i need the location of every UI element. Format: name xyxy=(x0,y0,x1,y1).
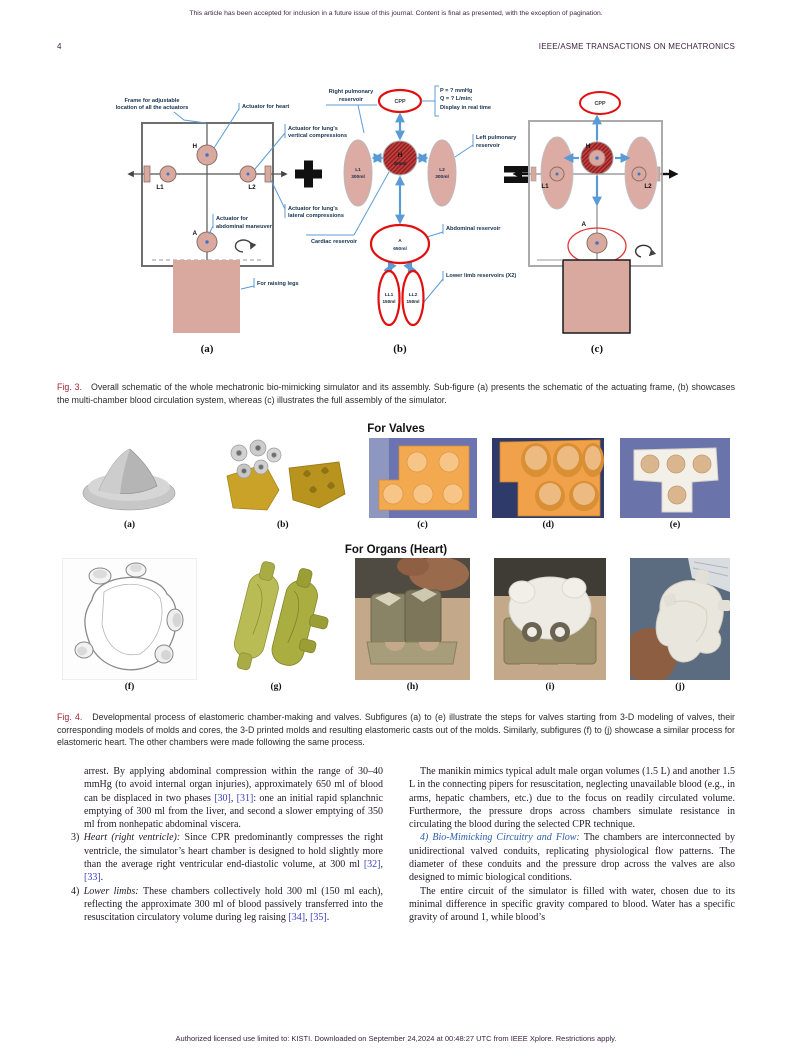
callout-raising-legs: For raising legs xyxy=(257,281,299,287)
fig4-image-h: (h) xyxy=(355,558,470,692)
leg-platform xyxy=(173,260,240,333)
text-segment: . xyxy=(326,912,330,924)
actuator-circles xyxy=(160,145,256,252)
fig4-image-e: (e) xyxy=(620,438,730,530)
reference-link[interactable]: [30] xyxy=(214,792,231,804)
fig4-image-i: (i) xyxy=(494,558,606,692)
paragraph-bio-mimicking xyxy=(409,831,735,884)
fig4-caption-text: Developmental process of elastomeric chamber-making and valves. Subfigures (a) to (e) illustrate the steps for valves starting from 3-D modeling of valves, their corresponding models of molds and cores, the 3-D printed molds and resulting elastomeric casts out of the molds. Similarly, subfigures (f) to (j) showcase a similar process for elastomeric heart. The other chambers were made following the same process. xyxy=(57,712,735,748)
lung1-name: L1 xyxy=(355,168,361,173)
fig4-image-d: (d) xyxy=(492,438,604,530)
text-segment: , xyxy=(380,859,383,871)
cpp-label: CPP xyxy=(394,99,406,105)
fig4-image-f: (f) xyxy=(62,558,197,692)
fig4-valves-row xyxy=(62,438,730,530)
paragraph-manikin xyxy=(409,765,735,831)
rotation-arrow-icon-c xyxy=(636,245,652,257)
left-pulmonary-line2: reservoir xyxy=(476,143,500,149)
heart-volume: 300ml xyxy=(393,161,407,166)
text-segment: , xyxy=(305,912,311,924)
fig3-caption xyxy=(57,381,735,406)
callout-lung-lateral-line1: Actuator for lung's xyxy=(288,206,338,212)
fig3-caption-text: Overall schematic of the whole mechatronic bio-mimicking simulator and its assembly. Sub-figure (a) presents the schematic of the actuating frame, (b) showcases the multi-chamber blood circulation system, whereas (c) illustrates the full assembly of the simulator. xyxy=(57,382,735,405)
heart-mold-cad-image xyxy=(221,558,331,680)
page-number: 4 xyxy=(57,42,62,51)
fig4-caption xyxy=(57,711,735,749)
right-actuator-stub xyxy=(265,166,271,182)
text-segment: These chambers collectively hold 300 ml (150 ml each), reflecting the approximate 300 ml of blood passively transferred into the resuscitation circulatory volume during leg raising xyxy=(84,885,383,924)
cpp-label-c: CPP xyxy=(594,101,606,107)
lung2-reservoir xyxy=(428,140,456,206)
elastomeric-cast-photo xyxy=(620,438,730,518)
display-line1: P = ? mmHg xyxy=(440,88,473,94)
text-segment: . xyxy=(100,872,104,884)
fig3-panel-a xyxy=(116,98,347,355)
lung2-volume: 300ml xyxy=(435,175,449,180)
node-L2-label-c: L2 xyxy=(644,183,652,190)
fig3-caption-label: Fig. 3. xyxy=(57,382,82,392)
list-item-4-lower-limbs xyxy=(71,885,383,925)
left-pulmonary-line1: Left pulmonary xyxy=(476,135,517,141)
heart-name: H xyxy=(397,152,403,159)
text-segment: Heart (right ventricle): xyxy=(83,832,185,844)
callout-abdominal-line1: Actuator for xyxy=(216,216,249,222)
fig4-image-a: (a) xyxy=(62,438,197,530)
ll2-name: LL2 xyxy=(408,293,418,298)
ll1-volume: 150ml xyxy=(382,299,396,304)
lower-limb2-reservoir xyxy=(403,271,424,325)
fig4-image-j: (j) xyxy=(630,558,730,692)
text-segment: arrest. By applying abdominal compression within the range of 30–40 mmHg (to avoid internal organ injuries), approximately 650 ml of blood can be displaced in two phases xyxy=(84,766,383,804)
text-segment: , xyxy=(230,792,237,804)
node-L1-label-c: L1 xyxy=(541,183,549,190)
rotation-arrow-icon xyxy=(235,240,251,252)
right-pulmonary-line2: reservoir xyxy=(339,97,363,103)
left-actuator-stub xyxy=(144,166,150,182)
callout-frame-line1: Frame for adjustable xyxy=(124,98,180,104)
callout-lung-lateral-line2: lateral compressions xyxy=(288,213,344,219)
reference-link[interactable]: [35] xyxy=(310,912,327,924)
panel-c-label: (c) xyxy=(590,343,604,355)
callout-frame-line2: location of all the actuators xyxy=(115,105,189,111)
fig4-caption-label: Fig. 4. xyxy=(57,712,83,722)
fig3-panel-c xyxy=(513,92,678,355)
valve-cad-image xyxy=(62,438,197,518)
text-segment: The entire circuit of the simulator is filled with water, chosen due to its minimal difference in specific gravity compared to blood. Water has a specific gravity of around 1, while blood’s xyxy=(409,885,735,924)
elastomeric-heart-photo xyxy=(630,558,730,680)
lung1-volume: 300ml xyxy=(351,175,365,180)
reference-link[interactable]: [31] xyxy=(236,792,254,804)
printed-mold-cavities-photo xyxy=(492,438,604,518)
abdominal-reservoir xyxy=(371,225,429,263)
ll2-volume: 150ml xyxy=(406,299,420,304)
ll1-name: LL1 xyxy=(384,293,394,298)
printed-heart-mold-photo xyxy=(355,558,470,680)
callout-lung-vertical-line1: Actuator for lung's xyxy=(288,126,338,132)
callout-lower-limb: Lower limb reservoirs (X2) xyxy=(446,273,517,279)
reference-link[interactable]: [32] xyxy=(363,859,381,871)
text-segment: Since CPR predominantly compresses the right ventricle, the simulator’s heart chamber is designed to hold slightly more than the average right ventricular end-diastolic volume, at 300 ml xyxy=(84,832,384,871)
fig4-valves-title: For Valves xyxy=(367,423,425,435)
reference-link[interactable]: [33] xyxy=(84,872,101,884)
acceptance-notice: This article has been accepted for inclusion in a future issue of this journal. Content is final as presented, with the exception of pagination. xyxy=(189,10,603,17)
text-segment: : one an initial rapid splanchnic emptying of 300 ml from the liver, and second a slower emptying of 350 ml from nonhepatic abdominal viscera. xyxy=(84,792,383,831)
left-column xyxy=(57,765,383,925)
figure3-schematic xyxy=(56,76,736,376)
panel-b-label: (b) xyxy=(393,343,407,355)
text-segment: Lower limbs: xyxy=(83,885,143,897)
node-L2-label: L2 xyxy=(248,184,256,191)
license-footer: Authorized licensed use limited to: KISTI. Downloaded on September 24,2024 at 00:48:27 UTC from IEEE Xplore. Restrictions apply. xyxy=(175,1034,617,1043)
node-A-label: A xyxy=(192,230,197,237)
callout-lung-vertical-line2: vertical compressions xyxy=(288,133,348,139)
text-segment: The chambers are interconnected by unidirectional valved conduits, replicating physiological flow patterns. The diameter of these conduits and the pressure drop across the valves are also designed to mimic biological conditions. xyxy=(409,832,735,884)
right-column xyxy=(409,765,735,925)
display-line2: Q = ? L/min; xyxy=(440,96,473,102)
abdominal-volume: 650ml xyxy=(393,247,407,252)
node-H-label: H xyxy=(192,143,197,150)
node-A-label-c: A xyxy=(581,221,586,228)
lower-limb1-reservoir xyxy=(379,271,400,325)
heart-cad-image xyxy=(62,558,197,680)
text-segment: The manikin mimics typical adult male organ volumes (1.5 L) and another 1.5 L in the connecting pipers for resuscitation, neglecting unavailable blood (e.g., in arms, hepatic chambers, etc.) due to the focus on readily circulated volume. Furthermore, the pressure drops across chambers simulate resistance in circulating the blood during the selected CPR technique. xyxy=(409,766,735,831)
node-L1-label: L1 xyxy=(156,184,164,191)
paragraph-continuation xyxy=(84,765,383,831)
printed-mold-photo xyxy=(369,438,477,518)
callout-abdominal-reservoir: Abdominal reservoir xyxy=(446,226,501,232)
lung1-reservoir xyxy=(344,140,372,206)
fig4-organs-row xyxy=(62,558,730,692)
list-item-3-heart xyxy=(71,831,384,884)
text-segment: 4) Bio-Mimicking Circuitry and Flow: xyxy=(420,832,584,844)
reference-link[interactable]: [34] xyxy=(288,912,306,924)
fig4-image-c: (c) xyxy=(369,438,477,530)
leg-platform-c xyxy=(563,260,630,333)
plus-icon xyxy=(295,161,322,188)
callout-cardiac: Cardiac reservoir xyxy=(311,239,358,245)
running-header xyxy=(57,42,735,51)
callout-abdominal-line2: abdominal maneuver xyxy=(216,224,272,230)
text-segment: 3) xyxy=(71,832,84,844)
fig4-organs-title: For Organs (Heart) xyxy=(344,544,448,556)
cast-in-mold-photo xyxy=(494,558,606,680)
valve-mold-cad-image xyxy=(213,438,353,518)
fig4-image-g: (g) xyxy=(221,558,331,692)
lung2-name: L2 xyxy=(439,168,445,173)
panel-a-label: (a) xyxy=(200,343,214,355)
display-line3: Display in real time xyxy=(440,105,491,111)
fig4-image-b: (b) xyxy=(213,438,353,530)
right-pulmonary-line1: Right pulmonary xyxy=(328,89,374,95)
abdominal-name: A xyxy=(398,239,402,244)
paragraph-water-circuit xyxy=(409,885,735,925)
node-H-label-c: H xyxy=(585,143,591,150)
journal-title: IEEE/ASME TRANSACTIONS ON MECHATRONICS xyxy=(538,42,735,51)
callout-actuator-heart: Actuator for heart xyxy=(242,104,290,110)
text-segment: 4) xyxy=(71,885,84,897)
